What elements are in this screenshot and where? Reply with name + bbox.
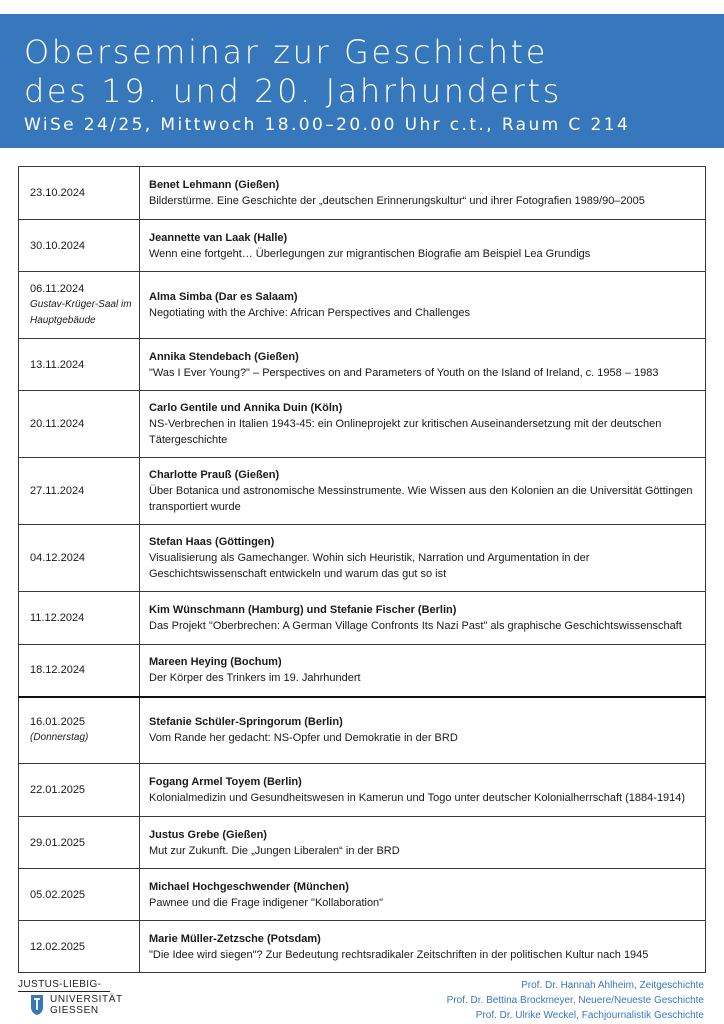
organizer-3: Prof. Dr. Ulrike Weckel, Fachjournalistik Geschichte xyxy=(475,1010,704,1021)
session-date-cell xyxy=(19,697,140,764)
session-speaker: Kim Wünschmann (Hamburg) und Stefanie Fischer (Berlin) xyxy=(149,604,457,616)
session-talk-cell xyxy=(140,764,706,817)
session-date-note: Gustav-Krüger-Saal im Hauptgebäude xyxy=(30,299,132,326)
session-date: 06.11.2024 xyxy=(30,283,85,295)
session-date: 20.11.2024 xyxy=(30,418,85,430)
session-speaker: Michael Hochgeschwender (München) xyxy=(149,880,349,893)
organizer-list xyxy=(447,978,704,1023)
session-date: 16.01.2025 xyxy=(30,716,86,729)
session-speaker: Jeannette van Laak (Halle) xyxy=(149,231,288,244)
session-date-cell xyxy=(19,458,140,525)
session-title: Kolonialmedizin und Gesundheitswesen in Kamerun und Togo unter deutscher Kolonialherrschaft (1884-1914) xyxy=(149,792,686,804)
session-row xyxy=(19,391,706,458)
session-talk-cell xyxy=(140,921,706,973)
session-date: 12.02.2025 xyxy=(30,940,86,953)
session-table-body xyxy=(19,167,706,973)
session-date-cell xyxy=(19,592,140,645)
session-title: NS-Verbrechen in Italien 1943-45: ein Onlineprojekt zur kritischen Auseinandersetzung mit der deutschen Tätergeschichte xyxy=(149,418,662,446)
session-row xyxy=(19,764,706,817)
session-title: Das Projekt "Oberbrechen: A German Village Confronts Its Nazi Past" als graphische Geschichtswissenschaft xyxy=(149,620,682,632)
session-row xyxy=(19,220,706,272)
session-date: 22.01.2025 xyxy=(30,784,86,796)
session-title: Negotiating with the Archive: African Perspectives and Challenges xyxy=(149,307,471,319)
session-title: Der Körper des Trinkers im 19. Jahrhundert xyxy=(149,672,361,685)
session-speaker: Justus Grebe (Gießen) xyxy=(149,828,267,841)
session-date-cell xyxy=(19,869,140,921)
logo-text-line-2: UNIVERSITÄT xyxy=(50,994,123,1005)
session-row xyxy=(19,817,706,869)
university-logo xyxy=(18,979,128,1021)
university-seal-icon xyxy=(30,994,44,1016)
session-talk-cell xyxy=(140,645,706,697)
session-date: 29.01.2025 xyxy=(30,836,86,849)
session-speaker: Benet Lehmann (Gießen) xyxy=(149,179,280,191)
session-speaker: Charlotte Prauß (Gießen) xyxy=(149,469,280,481)
session-title: Bilderstürme. Eine Geschichte der „deutschen Erinnerungskultur“ und ihrer Fotografien 1989/90–2005 xyxy=(149,195,645,207)
session-title: Visualisierung als Gamechanger. Wohin sich Heuristik, Narration und Argumentation in der Geschichtswissenschaft entwickeln und warum das gut so ist xyxy=(149,552,590,580)
session-title: "Die Idee wird siegen"? Zur Bedeutung rechtsradikaler Zeitschriften in der politischen Kultur nach 1945 xyxy=(149,948,649,961)
session-date-cell xyxy=(19,817,140,869)
session-date: 05.02.2025 xyxy=(30,888,86,901)
session-date: 13.11.2024 xyxy=(30,358,85,371)
session-talk-cell xyxy=(140,339,706,391)
page-title-line-2: des 19. und 20. Jahrhunderts xyxy=(24,72,562,110)
session-date-cell xyxy=(19,645,140,697)
session-date: 23.10.2024 xyxy=(30,187,86,199)
session-title: Vom Rande her gedacht: NS-Opfer und Demokratie in der BRD xyxy=(149,732,458,745)
session-title: Mut zur Zukunft. Die „Jungen Liberalen“ in der BRD xyxy=(149,844,400,857)
session-speaker: Fogang Armel Toyem (Berlin) xyxy=(149,776,302,788)
session-row xyxy=(19,167,706,220)
session-row xyxy=(19,697,706,764)
session-date-cell xyxy=(19,921,140,973)
session-speaker: Mareen Heying (Bochum) xyxy=(149,656,282,669)
session-date: 30.10.2024 xyxy=(30,239,86,252)
session-speaker: Carlo Gentile und Annika Duin (Köln) xyxy=(149,402,343,414)
session-row xyxy=(19,592,706,645)
session-speaker: Stefan Haas (Göttingen) xyxy=(149,536,275,548)
session-speaker: Alma Simba (Dar es Salaam) xyxy=(149,291,298,303)
session-row xyxy=(19,921,706,973)
session-speaker: Annika Stendebach (Gießen) xyxy=(149,350,299,363)
session-talk-cell xyxy=(140,391,706,458)
session-talk-cell xyxy=(140,592,706,645)
session-date-cell xyxy=(19,167,140,220)
session-talk-cell xyxy=(140,869,706,921)
session-talk-cell xyxy=(140,817,706,869)
organizer-2: Prof. Dr. Bettina Brockmeyer, Neuere/Neueste Geschichte xyxy=(446,995,704,1006)
session-table xyxy=(18,166,706,973)
session-date: 27.11.2024 xyxy=(30,485,85,497)
session-row xyxy=(19,272,706,339)
session-speaker: Marie Müller-Zetzsche (Potsdam) xyxy=(149,932,321,945)
session-title: Wenn eine fortgeht… Überlegungen zur migrantischen Biografie am Beispiel Lea Grundigs xyxy=(149,247,591,260)
session-talk-cell xyxy=(140,272,706,339)
session-date: 11.12.2024 xyxy=(30,612,85,624)
session-date-cell xyxy=(19,525,140,592)
session-title: Pawnee und die Frage indigener "Kollaboration" xyxy=(149,896,384,909)
session-date-cell xyxy=(19,391,140,458)
session-talk-cell xyxy=(140,220,706,272)
session-date-cell xyxy=(19,272,140,339)
session-talk-cell xyxy=(140,458,706,525)
session-row xyxy=(19,645,706,697)
session-date: 18.12.2024 xyxy=(30,664,86,677)
header-banner xyxy=(0,14,724,148)
logo-text-line-3: GIESSEN xyxy=(50,1005,99,1016)
logo-text-line-1: JUSTUS-LIEBIG- xyxy=(18,979,102,990)
session-date-cell xyxy=(19,764,140,817)
session-talk-cell xyxy=(140,697,706,764)
session-talk-cell xyxy=(140,167,706,220)
session-row xyxy=(19,869,706,921)
session-row xyxy=(19,525,706,592)
logo-divider xyxy=(18,991,110,992)
session-date-cell xyxy=(19,220,140,272)
organizer-1: Prof. Dr. Hannah Ahlheim, Zeitgeschichte xyxy=(521,980,704,991)
session-title: Über Botanica und astronomische Messinstrumente. Wie Wissen aus den Kolonien an die Universität Göttingen transportiert wurde xyxy=(149,485,693,513)
session-title: "Was I Ever Young?" – Perspectives on and Parameters of Youth on the Island of Ireland, c. 1958 – 1983 xyxy=(149,366,659,379)
session-row xyxy=(19,339,706,391)
page-subtitle: WiSe 24/25, Mittwoch 18.00–20.00 Uhr c.t., Raum C 214 xyxy=(24,115,631,135)
page-title-line-1: Oberseminar zur Geschichte xyxy=(24,33,549,71)
session-talk-cell xyxy=(140,525,706,592)
session-row xyxy=(19,458,706,525)
session-speaker: Stefanie Schüler-Springorum (Berlin) xyxy=(149,716,343,729)
session-date-cell xyxy=(19,339,140,391)
session-date: 04.12.2024 xyxy=(30,552,86,564)
session-date-note: (Donnerstag) xyxy=(30,732,89,744)
